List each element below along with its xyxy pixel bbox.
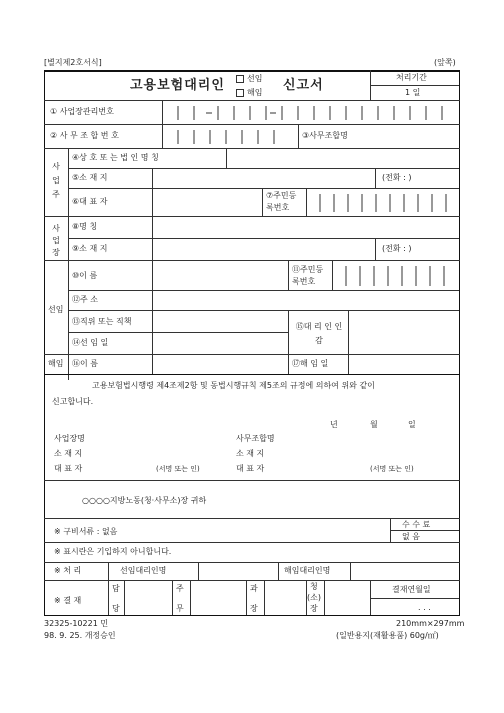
paper-spec: (일반용지(재활용품) 60g/㎡) bbox=[336, 631, 439, 640]
form-size: 210mm×297mm bbox=[396, 619, 465, 628]
r4-label: ④상 호 또 는 법 인 명 칭 bbox=[72, 153, 159, 162]
dismiss-checkbox[interactable] bbox=[236, 89, 244, 97]
dismiss-group: 해임 bbox=[48, 359, 64, 368]
form-title-right: 신고서 bbox=[283, 78, 324, 93]
new-agent-label: 선임대리인명 bbox=[120, 566, 167, 575]
right-addr-label: 소 재 지 bbox=[236, 449, 265, 458]
year-label: 년 bbox=[330, 420, 338, 429]
r12-label: ⑫주 소 bbox=[72, 295, 98, 304]
r16-label: ⑯이 름 bbox=[72, 359, 98, 368]
approval-label: ※ 결 재 bbox=[54, 596, 82, 605]
dismissed-agent-label: 해임대리인명 bbox=[284, 566, 331, 575]
approval-date-label: 결재연월일 bbox=[392, 585, 431, 594]
approval-4b: (소) bbox=[307, 593, 321, 602]
processing-period-value: 1 일 bbox=[405, 88, 421, 97]
r9-label: ⑨소 재 지 bbox=[72, 244, 108, 253]
option-new-label: 선임 bbox=[247, 74, 263, 83]
processing-period-label: 처리기간 bbox=[396, 73, 427, 82]
r9-phone: (전화 : ) bbox=[382, 244, 412, 253]
form-code: 32325-10221 민 bbox=[44, 619, 109, 628]
r14-label: ⑭선 임 일 bbox=[72, 338, 109, 347]
r5-phone: (전화 : ) bbox=[382, 173, 412, 182]
business-owner-group: 사업주 bbox=[52, 162, 60, 199]
approval-3: 과 bbox=[250, 584, 258, 593]
form-date: 98. 9. 25. 개정승인 bbox=[44, 631, 116, 640]
r6-label: ⑥대 표 자 bbox=[72, 197, 108, 206]
option-dismiss-label: 해임 bbox=[247, 88, 263, 97]
left-rep-label: 대 표 자 bbox=[54, 464, 83, 473]
r11-label: ⑪주민등록번호 bbox=[292, 265, 324, 286]
right-name-label: 사무조합명 bbox=[236, 434, 275, 443]
process-label: ※ 처 리 bbox=[54, 566, 82, 575]
left-sign-label: (서명 또는 인) bbox=[156, 465, 200, 473]
addressee: ○○○○지방노동(청·사무소)장 귀하 bbox=[82, 496, 207, 505]
approval-4c: 장 bbox=[310, 604, 318, 613]
approval-1b: 당 bbox=[112, 604, 120, 613]
r13-label: ⑬직위 또는 직책 bbox=[72, 317, 132, 326]
attach-label: ※ 구비서류 : 없음 bbox=[54, 527, 118, 536]
left-addr-label: 소 재 지 bbox=[54, 449, 83, 458]
note-text: ※ 표시란은 기입하지 아니합니다. bbox=[54, 547, 172, 556]
form-title-left: 고용보험대리인 bbox=[130, 78, 225, 93]
approval-date-value: . . . bbox=[418, 603, 431, 612]
r8-label: ⑧명 칭 bbox=[72, 222, 98, 231]
appoint-group: 선임 bbox=[48, 305, 64, 314]
fee-label: 수 수 료 bbox=[402, 520, 431, 529]
month-label: 월 bbox=[370, 420, 378, 429]
side-label: (앞쪽) bbox=[434, 58, 456, 67]
r15-label: ⑮대 리 인 인 감 bbox=[295, 322, 343, 345]
r10-label: ⑩이 름 bbox=[72, 271, 98, 280]
approval-1: 담 bbox=[112, 584, 120, 593]
day-label: 일 bbox=[408, 420, 416, 429]
r2-label: ② 사 무 조 합 번 호 bbox=[50, 131, 119, 140]
approval-4: 청 bbox=[310, 582, 318, 591]
approval-2: 주 bbox=[176, 584, 184, 593]
left-name-label: 사업장명 bbox=[54, 434, 85, 443]
r1-label: ① 사업장관리번호 bbox=[50, 107, 114, 116]
right-rep-label: 대 표 자 bbox=[236, 464, 265, 473]
new-checkbox[interactable] bbox=[236, 75, 244, 83]
approval-3b: 장 bbox=[250, 604, 258, 613]
r5-label: ⑤소 재 지 bbox=[72, 173, 108, 182]
r3-label: ③사무조합명 bbox=[302, 131, 348, 140]
form-label: [별지제2호서식] bbox=[44, 58, 102, 67]
r17-label: ⑰해 임 일 bbox=[292, 359, 329, 368]
fee-value: 없 음 bbox=[402, 532, 420, 541]
statement-line2: 신고합니다. bbox=[52, 397, 94, 406]
approval-2b: 무 bbox=[176, 604, 184, 613]
workplace-group: 사업장 bbox=[52, 224, 60, 257]
r7-label: ⑦주민등록번호 bbox=[266, 191, 297, 212]
statement-line1: 고용보험법시행령 제4조제2항 및 동법시행규칙 제5조의 규정에 의하여 위와 같이 bbox=[92, 381, 375, 390]
right-sign-label: (서명 또는 인) bbox=[370, 465, 414, 473]
